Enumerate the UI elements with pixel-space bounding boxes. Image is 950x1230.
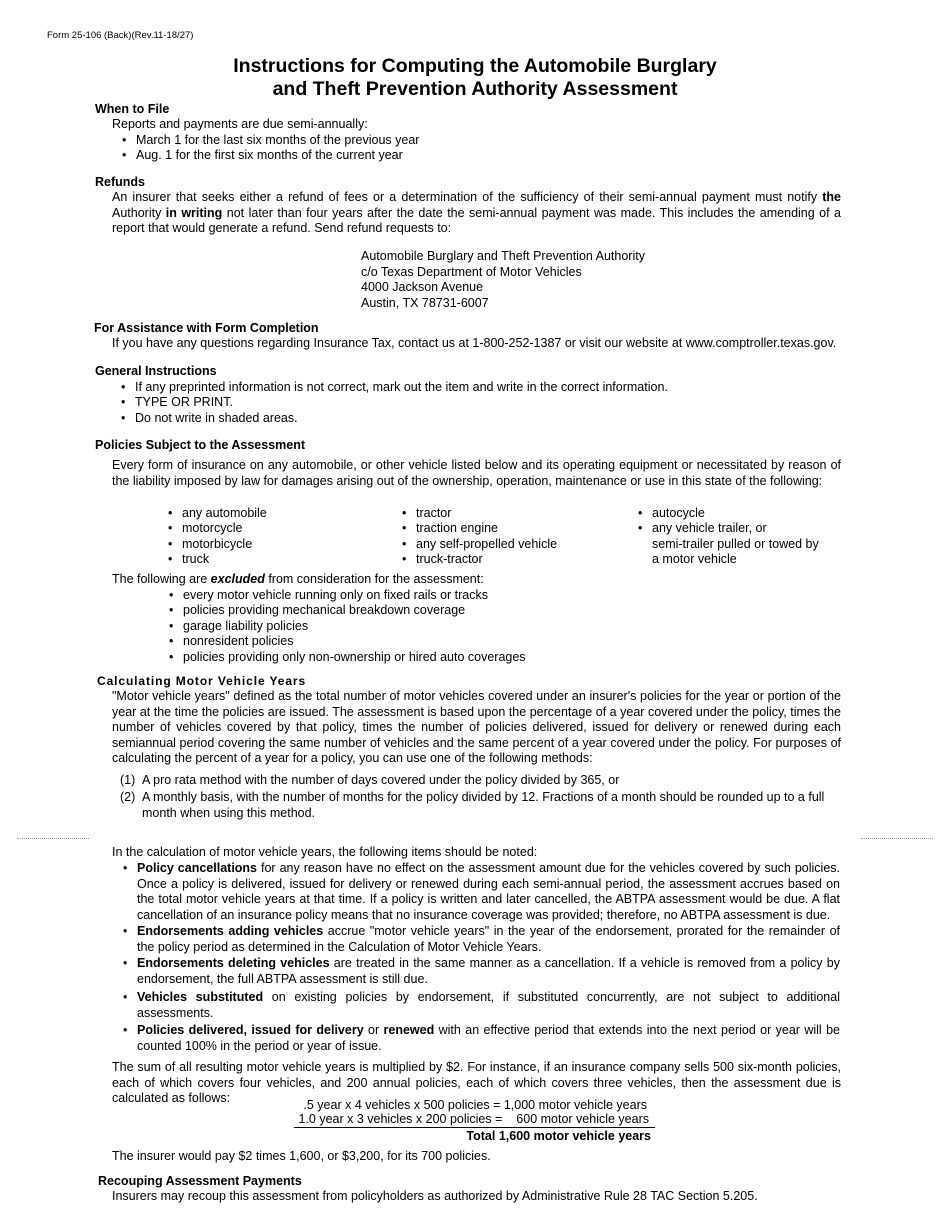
vehicle-item: • motorcycle: [182, 521, 242, 537]
note-item: • Policies delivered, issued for delivery or renewed with an effective period that extends into the next period or year will be counted 100% in the period or year of issue.: [137, 1023, 840, 1054]
general-heading: General Instructions: [95, 364, 217, 378]
vehicle-item: • truck-tractor: [416, 552, 483, 568]
refunds-heading: Refunds: [95, 175, 145, 189]
excluded-item: • policies providing only non-ownership or hired auto coverages: [183, 650, 526, 666]
vehicle-item: • motorbicycle: [182, 537, 252, 553]
note-item: • Vehicles substituted on existing policies by endorsement, if substituted concurrently, are not subject to additional assessments.: [137, 990, 840, 1021]
recouping-text: Insurers may recoup this assessment from policyholders as authorized by Administrative Rule 28 TAC Section 5.205.: [112, 1189, 758, 1203]
recouping-heading: Recouping Assessment Payments: [98, 1174, 302, 1188]
page-title: [0, 55, 950, 101]
address-line: c/o Texas Department of Motor Vehicles: [361, 264, 582, 279]
excluded-item: • nonresident policies: [183, 634, 294, 650]
address-line: Austin, TX 78731-6007: [361, 295, 489, 310]
policies-text: Every form of insurance on any automobile, or other vehicle listed below and its operating equipment or necessitated by reason of the liability imposed by law for damages arising out of the ownership, operation, maintenance or use in this state of the following:: [112, 458, 841, 488]
when-to-file-heading: When to File: [95, 102, 170, 116]
address-line: Automobile Burglary and Theft Prevention Authority: [361, 249, 645, 263]
vehicle-item: • any automobile: [182, 506, 267, 522]
excluded-item: • every motor vehicle running only on fixed rails or tracks: [183, 588, 488, 604]
when-to-file-intro: Reports and payments are due semi-annually:: [112, 117, 368, 131]
assistance-heading: For Assistance with Form Completion: [94, 321, 319, 335]
calc-line: .5 year x 4 vehicles x 500 policies = 1,000 motor vehicle years: [303, 1098, 647, 1112]
excluded-intro: The following are excluded from consideration for the assessment:: [112, 572, 484, 586]
refund-address: [361, 249, 645, 311]
vehicle-item: • traction engine: [416, 521, 498, 537]
calculating-heading: Calculating Motor Vehicle Years: [97, 674, 307, 688]
divider: [17, 838, 89, 839]
pay-text: The insurer would pay $2 times 1,600, or $3,200, for its 700 policies.: [112, 1149, 491, 1163]
note-item: • Policy cancellations for any reason have no effect on the assessment amount due for the vehicles covered by such policies. Once a policy is delivered, issued for delivery or renewed during each semi-annual period, the assessment accrues based on the total motor vehicle years at that time. If a policy is written and later cancelled, the ABTPA assessment would be due. A flat cancellation of an insurance policy means that no insurance coverage was provided; therefore, no ABTPA assessment is due.: [137, 861, 840, 923]
refunds-text: An insurer that seeks either a refund of fees or a determination of the sufficiency of their semi-annual payment must notify the Authority in writing not later than four years after the date the semi-annual payment was made. This includes the amending of a report that would generate a refund. Send refund requests to:: [112, 190, 841, 235]
vehicle-item: • any self-propelled vehicle: [416, 537, 557, 553]
sum-text: The sum of all resulting motor vehicle years is multiplied by $2. For instance, if an insurance company sells 500 six-month policies, each of which covers four vehicles, and 200 annual policies, each of which covers three vehicles, then the assessment due is calculated as follows:: [112, 1060, 841, 1105]
divider: [861, 838, 933, 839]
method-item: (2) A monthly basis, with the number of months for the policy divided by 12. Fractions of a month should be rounded up to a full month when using this method.: [120, 790, 825, 820]
general-item: • If any preprinted information is not correct, mark out the item and write in the correct information.: [135, 380, 668, 396]
title-line-2: and Theft Prevention Authority Assessment: [272, 78, 678, 100]
noted-intro: In the calculation of motor vehicle years, the following items should be noted:: [112, 845, 538, 859]
calculating-text: "Motor vehicle years" defined as the total number of motor vehicles covered under an insurer's policies for the year or portion of the year at the time the policies are issued. The assessment is based upon the percentage of a year covered under the policy, times the number of vehicles covered by that policy, times the number of policies delivered, issued for delivery or renewed during each semiannual period covering the same number of vehicles and the same percent of a year covered under the policy. For purposes of calculating the percent of a year for a policy, you can use one of the following methods:: [112, 689, 841, 765]
vehicle-item-continued: semi-trailer pulled or towed by: [652, 537, 819, 551]
general-item: • TYPE OR PRINT.: [135, 395, 233, 411]
note-item: • Endorsements adding vehicles accrue "motor vehicle years" in the year of the endorsement, prorated for the remainder of the policy period as determined in the Calculation of Motor Vehicle Years.: [137, 924, 840, 955]
calc-line: 1.0 year x 3 vehicles x 200 policies = 600 motor vehicle years: [298, 1112, 649, 1126]
method-item: (1) A pro rata method with the number of days covered under the policy divided by 365, or: [120, 773, 620, 787]
vehicle-item: • tractor: [416, 506, 451, 522]
excluded-item: • policies providing mechanical breakdown coverage: [183, 603, 465, 619]
address-line: 4000 Jackson Avenue: [361, 280, 484, 294]
excluded-item: • garage liability policies: [183, 619, 308, 635]
when-to-file-item: • March 1 for the last six months of the previous year: [136, 133, 419, 149]
form-id: Form 25-106 (Back)(Rev.11-18/27): [47, 30, 194, 41]
vehicle-item: • any vehicle trailer, or: [652, 521, 767, 537]
when-to-file-item: • Aug. 1 for the first six months of the current year: [136, 148, 403, 164]
note-item: • Endorsements deleting vehicles are treated in the same manner as a cancellation. If a vehicle is removed from a policy by endorsement, the full ABTPA assessment is still due.: [137, 956, 840, 987]
vehicle-item: • truck: [182, 552, 209, 568]
title-line-1: Instructions for Computing the Automobile Burglary: [233, 55, 717, 77]
general-item: • Do not write in shaded areas.: [135, 411, 298, 427]
calc-rule: [294, 1127, 655, 1128]
calc-total: Total 1,600 motor vehicle years: [466, 1129, 651, 1143]
assistance-text: If you have any questions regarding Insurance Tax, contact us at 1-800-252-1387 or visit our website at www.comptroller.texas.gov.: [112, 336, 837, 350]
policies-heading: Policies Subject to the Assessment: [95, 438, 306, 452]
vehicle-item: • autocycle: [652, 506, 705, 522]
vehicle-item-continued: a motor vehicle: [652, 552, 737, 566]
